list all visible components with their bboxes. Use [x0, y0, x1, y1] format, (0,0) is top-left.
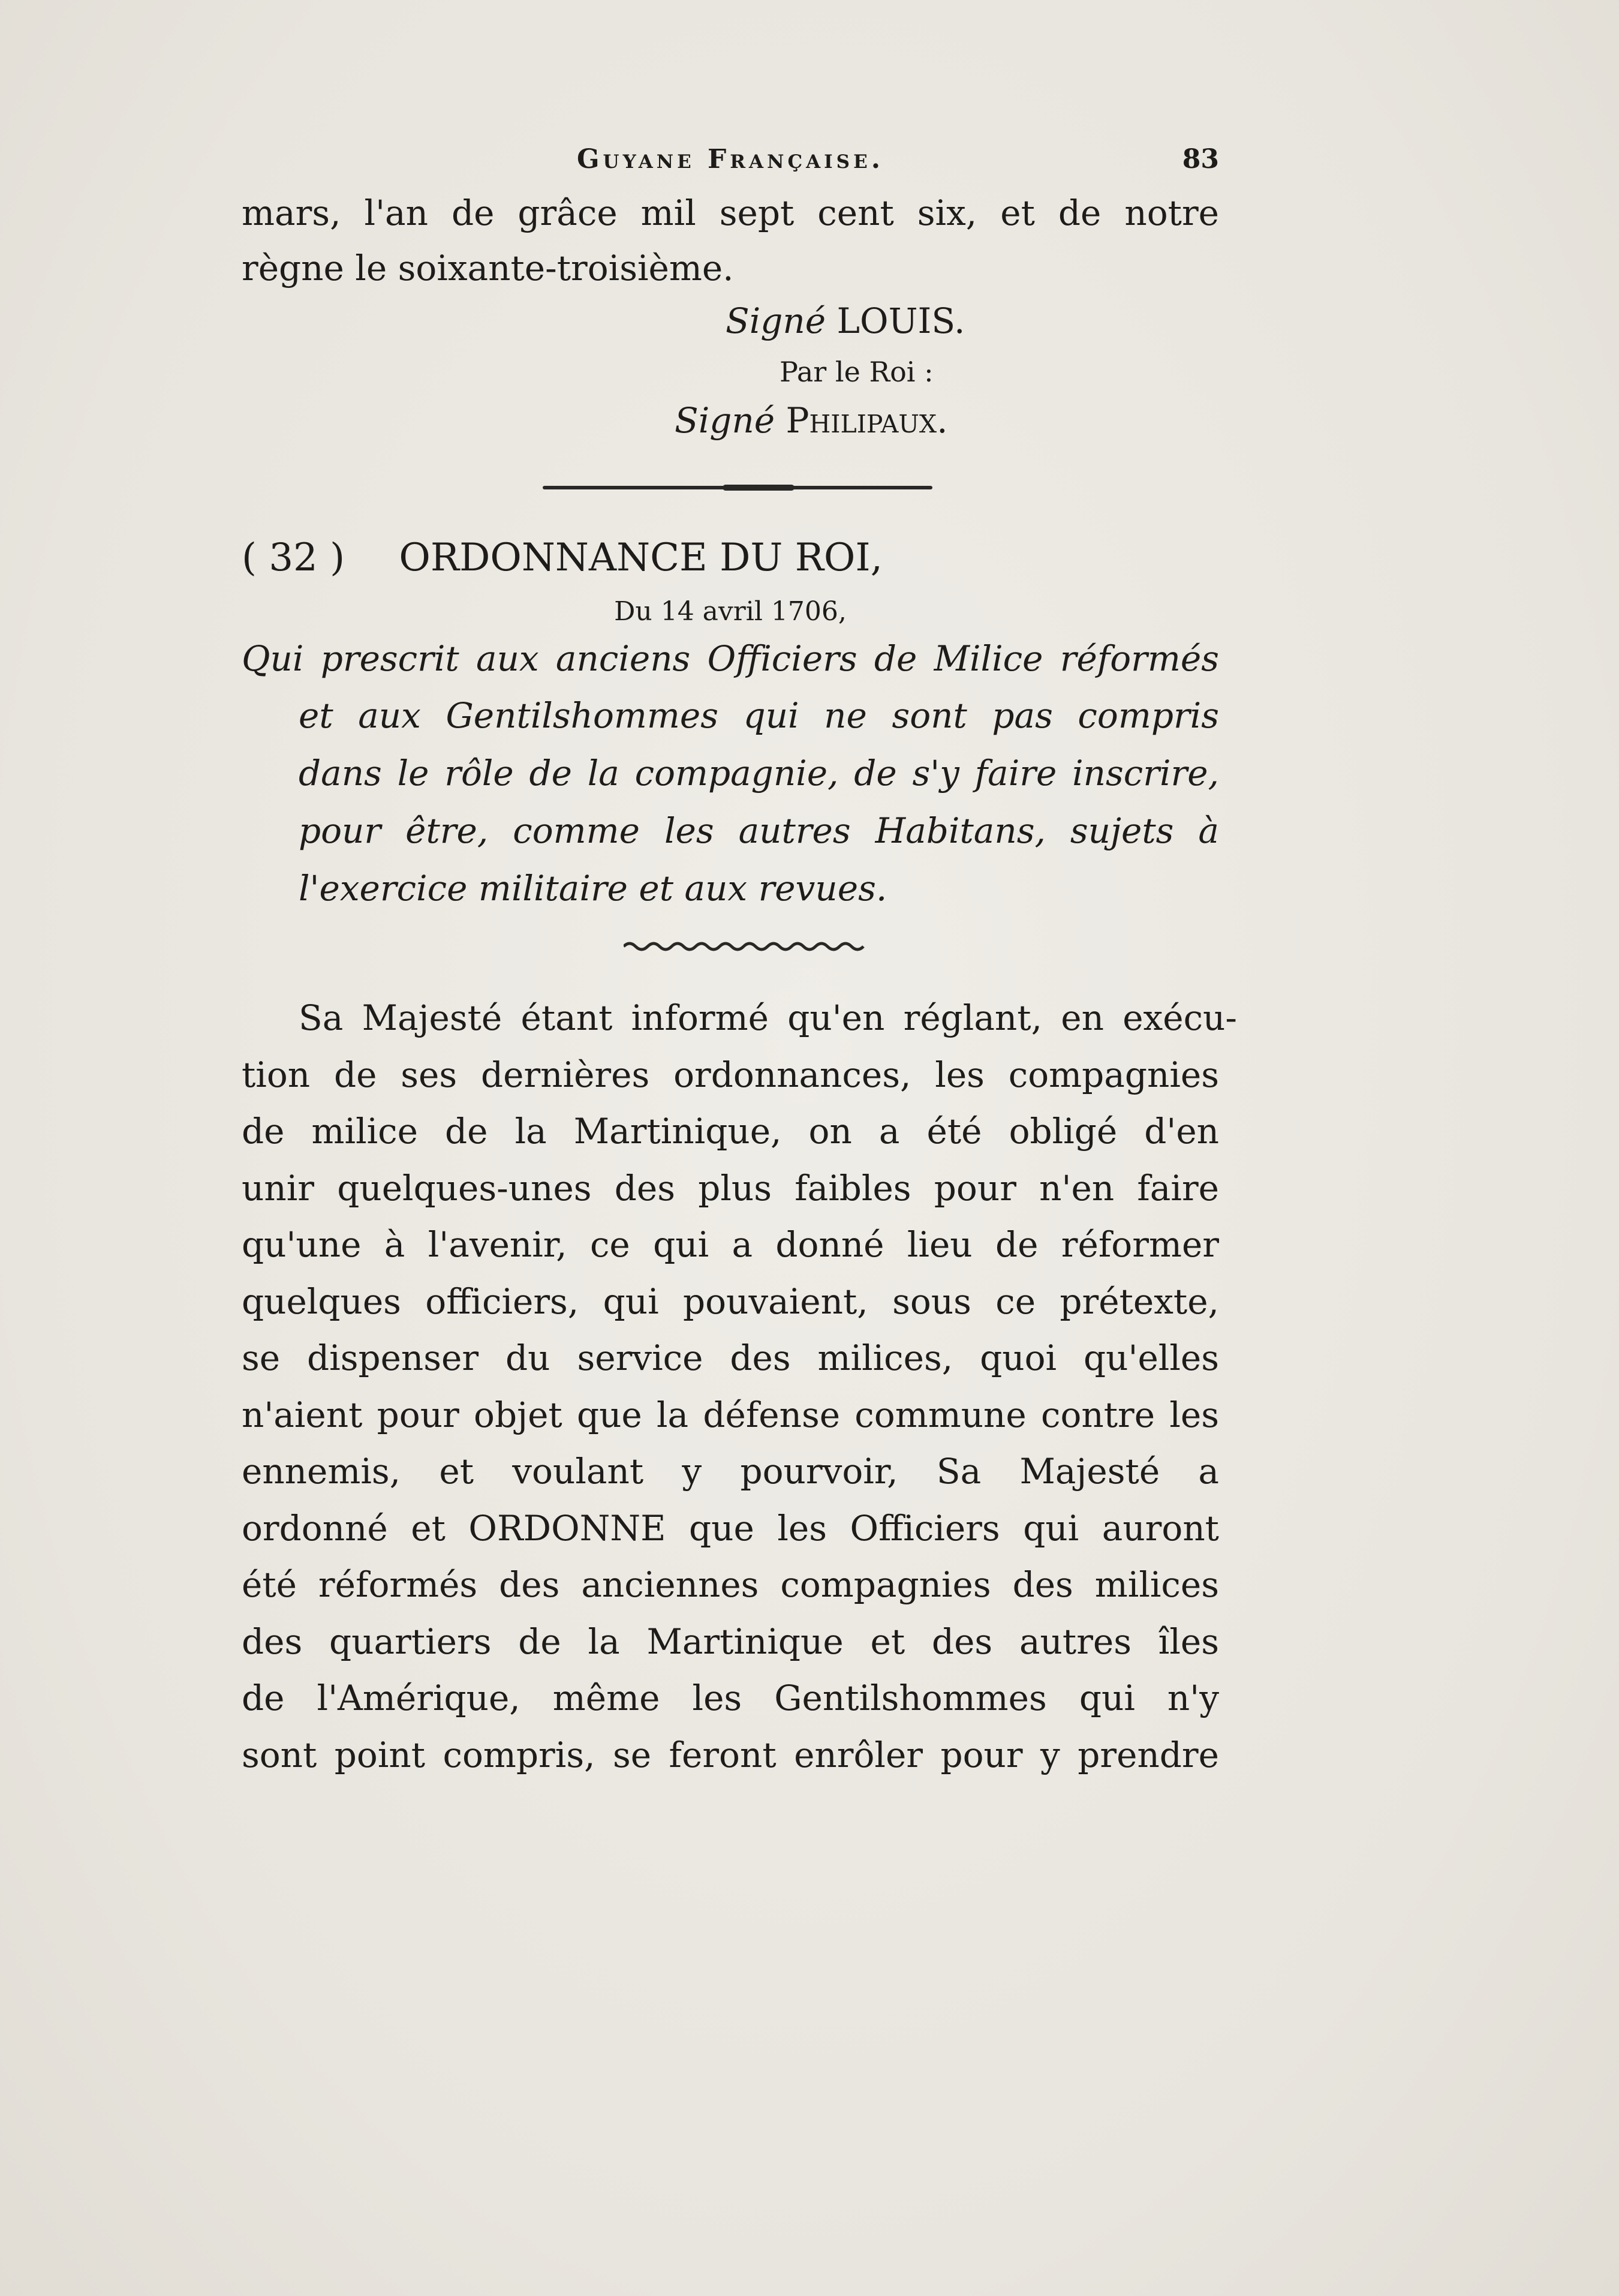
body-line: ennemis, et voulant y pourvoir, Sa Majesté a: [242, 1451, 1219, 1492]
summary-line: l'exercice militaire et aux revues.: [299, 868, 887, 909]
body-line: n'aient pour objet que la défense commune contre les: [242, 1394, 1219, 1435]
body-line: des quartiers de la Martinique et des autres îles: [242, 1621, 1219, 1662]
ornament-divider: [624, 940, 869, 952]
body-line: unir quelques-unes des plus faibles pour n'en faire: [242, 1167, 1219, 1209]
summary-line: Qui prescrit aux anciens Officiers de Milice réformés: [242, 638, 1219, 679]
text-line: règne le soixante-troisième.: [242, 248, 734, 288]
section-heading: [242, 537, 1219, 579]
signatory-name: LOUIS.: [836, 300, 965, 341]
page-number: 83: [1182, 144, 1219, 175]
body-line: quelques officiers, qui pouvaient, sous ce prétexte,: [242, 1281, 1219, 1322]
summary-line: pour être, comme les autres Habitans, sujets à: [299, 810, 1219, 851]
body-line: tion de ses dernières ordonnances, les compagnies: [242, 1054, 1219, 1095]
body-line: été réformés des anciennes compagnies des milices: [242, 1564, 1219, 1605]
body-line: sont point compris, se feront enrôler pour y prendre: [242, 1734, 1219, 1775]
summary-line: dans le rôle de la compagnie, de s'y faire inscrire,: [299, 753, 1219, 794]
body-line: Sa Majesté étant informé qu'en réglant, en exécu-: [299, 997, 1237, 1038]
section-date: Du 14 avril 1706,: [614, 596, 847, 627]
body-line: qu'une à l'avenir, ce qui a donné lieu de réformer: [242, 1224, 1219, 1265]
text-line: mars, l'an de grâce mil sept cent six, et de notre: [242, 193, 1219, 233]
signe-label: Signé: [675, 400, 775, 441]
summary-line: et aux Gentilshommes qui ne sont pas compris: [299, 695, 1219, 736]
signatory-name: Philipaux.: [786, 400, 948, 441]
running-title: Guyane Française.: [576, 144, 884, 175]
section-title: ORDONNANCE DU ROI,: [399, 536, 883, 580]
par-le-roi: Par le Roi :: [780, 356, 934, 388]
body-line: se dispenser du service des milices, quoi qu'elles: [242, 1338, 1219, 1378]
signature-philipaux: [675, 399, 948, 441]
body-line: de milice de la Martinique, on a été obligé d'en: [242, 1111, 1219, 1152]
body-line: de l'Amérique, même les Gentilshommes qui n'y: [242, 1678, 1219, 1718]
body-line: ordonné et ORDONNE que les Officiers qui auront: [242, 1507, 1219, 1549]
signe-label: Signé: [726, 300, 826, 341]
divider-rule: [543, 486, 932, 489]
signature-louis: [726, 300, 965, 342]
section-number: ( 32 ): [242, 536, 345, 580]
